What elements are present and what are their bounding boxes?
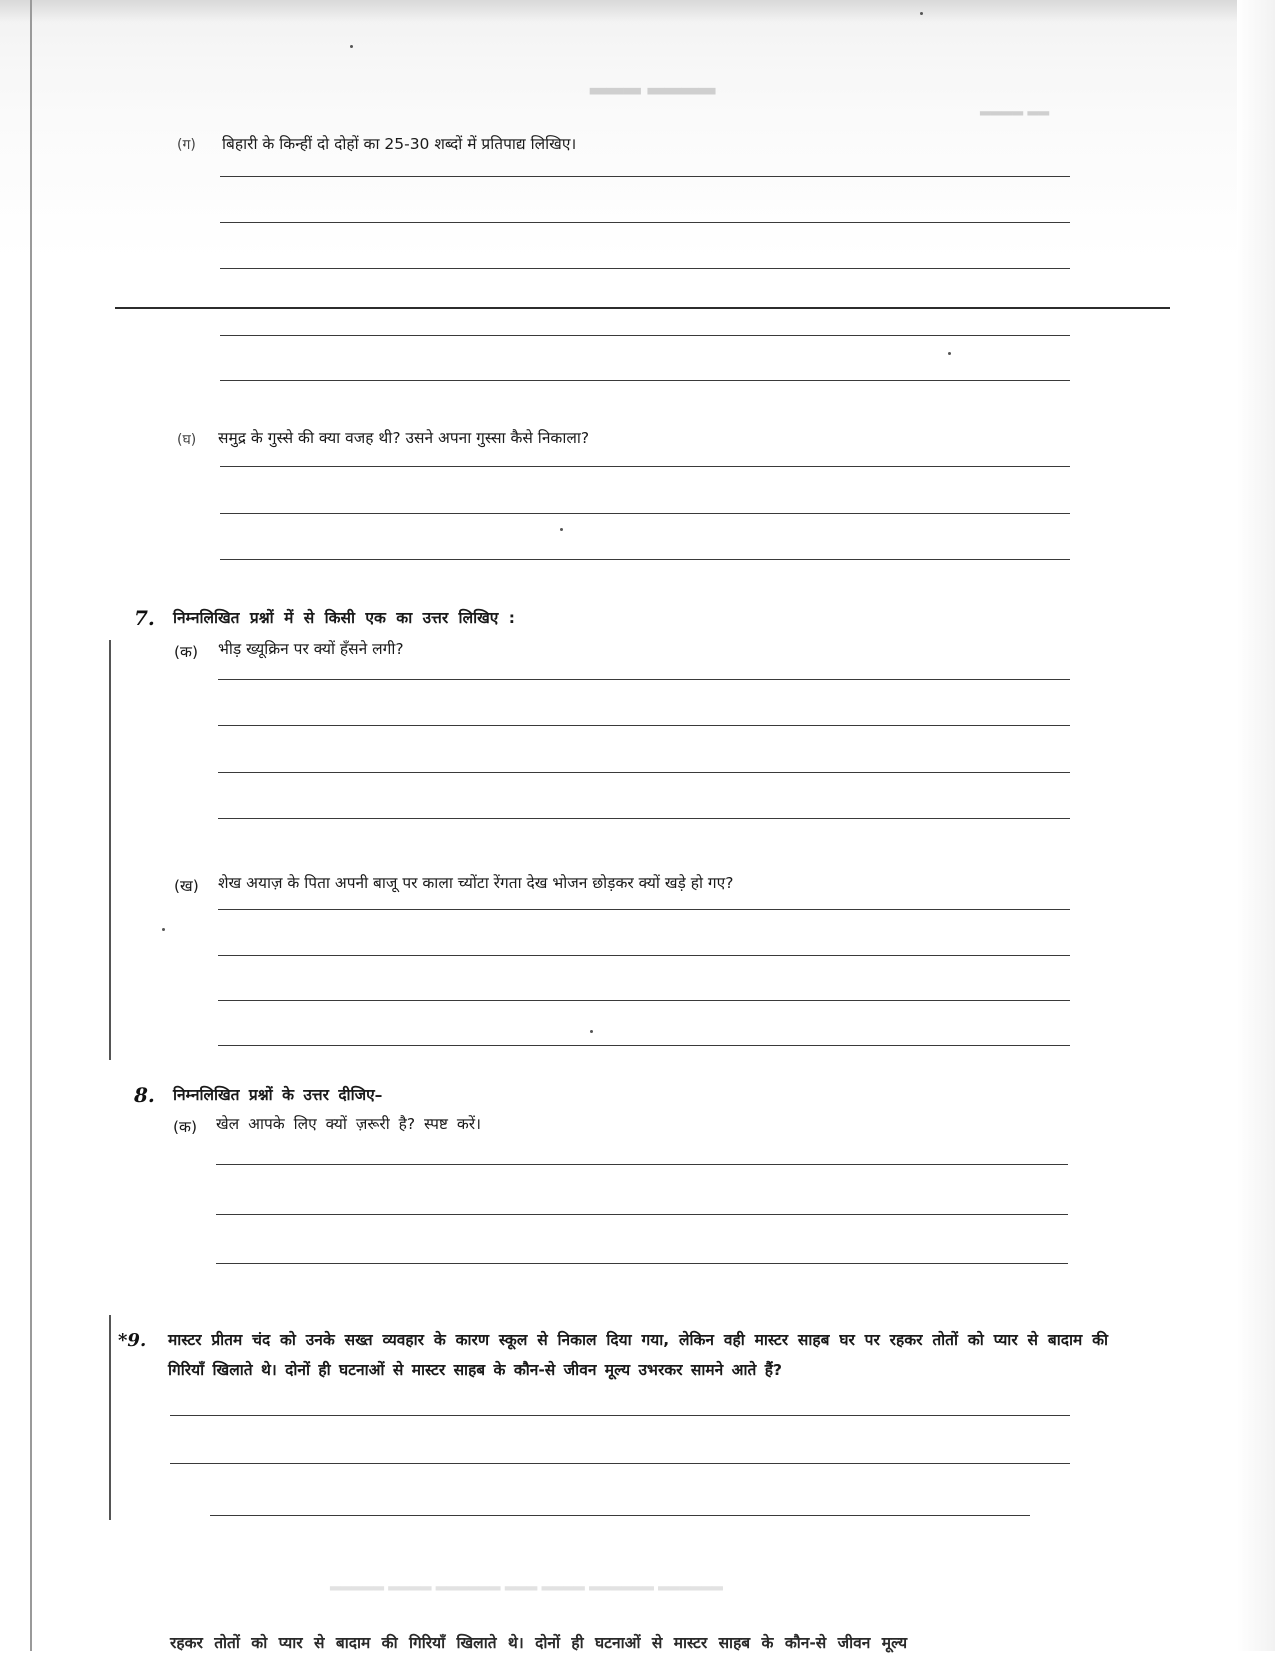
q7-ka-question: भीड़ ख्यूक्रिन पर क्यों हँसने लगी? bbox=[218, 640, 404, 658]
answer-line[interactable] bbox=[218, 679, 1070, 680]
left-margin-bar bbox=[109, 1315, 111, 1520]
answer-line[interactable] bbox=[218, 772, 1070, 773]
scan-speck bbox=[350, 45, 353, 48]
answer-line[interactable] bbox=[218, 909, 1070, 910]
q7-ka-marker: (क) bbox=[174, 643, 198, 661]
q6-gha-marker: (घ) bbox=[177, 432, 197, 448]
q7-number: 7. bbox=[134, 606, 155, 630]
answer-line[interactable] bbox=[218, 818, 1070, 819]
answer-line[interactable] bbox=[220, 380, 1070, 381]
q8-number: 8. bbox=[134, 1083, 155, 1107]
answer-line[interactable] bbox=[220, 176, 1070, 177]
scan-left-edge bbox=[30, 0, 32, 1651]
q7-kha-marker: (ख) bbox=[174, 877, 199, 895]
scan-speck bbox=[590, 1030, 593, 1033]
answer-line[interactable] bbox=[210, 1515, 1030, 1516]
answer-line[interactable] bbox=[220, 222, 1070, 223]
answer-line[interactable] bbox=[220, 513, 1070, 514]
answer-line[interactable] bbox=[218, 725, 1070, 726]
left-margin-bar bbox=[109, 640, 111, 1060]
q6-gha-question: समुद्र के गुस्से की क्या वजह थी? उसने अपना गुस्सा कैसे निकाला? bbox=[218, 429, 590, 447]
answer-line[interactable] bbox=[220, 466, 1070, 467]
scan-speck bbox=[162, 928, 165, 931]
scan-right-edge bbox=[1237, 0, 1275, 1651]
answer-line[interactable] bbox=[216, 1263, 1068, 1264]
q9-question: मास्टर प्रीतम चंद को उनके सख्त व्यवहार के कारण स्कूल से निकाल दिया गया, लेकिन वही मास्टर साहब घर पर रहकर तोतों को प्यार से बादाम की गिरियाँ खिलाते थे। दोनों ही घटनाओं से मास्टर साहब के कौन-से जीवन मूल्य उभरकर सामने आते हैं? bbox=[168, 1331, 1108, 1379]
scan-speck bbox=[920, 12, 923, 15]
answer-line[interactable] bbox=[216, 1164, 1068, 1165]
q6-ga-question: बिहारी के किन्हीं दो दोहों का 25-30 शब्दों में प्रतिपाद्य लिखिए। bbox=[222, 135, 577, 153]
q8-heading: निम्नलिखित प्रश्नों के उत्तर दीजिए– bbox=[173, 1086, 383, 1104]
answer-line[interactable] bbox=[216, 1214, 1068, 1215]
q6-ga-marker: (ग) bbox=[177, 137, 196, 153]
answer-line[interactable] bbox=[218, 1045, 1070, 1046]
scan-speck bbox=[948, 352, 951, 355]
answer-line[interactable] bbox=[220, 559, 1070, 560]
q8-ka-marker: (क) bbox=[173, 1118, 197, 1136]
q8-ka-question: खेल आपके लिए क्यों ज़रूरी है? स्पष्ट करें। bbox=[216, 1115, 481, 1133]
answer-line[interactable] bbox=[220, 335, 1070, 336]
answer-line[interactable] bbox=[218, 955, 1070, 956]
fold-crease-line bbox=[115, 307, 1170, 309]
bleed-through-text: ▂▂▂ ▂▂▂▂ bbox=[590, 70, 716, 95]
scan-top-shadow bbox=[0, 0, 1275, 22]
q7-heading: निम्नलिखित प्रश्नों में से किसी एक का उत्तर लिखिए : bbox=[173, 609, 515, 627]
answer-line[interactable] bbox=[218, 1000, 1070, 1001]
scan-speck bbox=[560, 528, 563, 531]
q7-kha-question: शेख अयाज़ के पिता अपनी बाजू पर काला च्योंटा रेंगता देख भोजन छोड़कर क्यों खड़े हो गए? bbox=[218, 874, 734, 892]
bleed-through-text: ▂▂▂▂▂ ▂▂▂▂ ▂▂▂▂▂▂ ▂▂▂ ▂▂▂▂ ▂▂▂▂▂▂ ▂▂▂▂▂▂ bbox=[330, 1575, 723, 1591]
answer-line[interactable] bbox=[170, 1463, 1070, 1464]
q9-number: *9. bbox=[118, 1330, 147, 1351]
answer-line[interactable] bbox=[170, 1415, 1070, 1416]
bleed-through-text: ▂▂▂▂ ▂▂ bbox=[980, 100, 1050, 116]
bottom-repeated-text: रहकर तोतों को प्यार से बादाम की गिरियाँ खिलाते थे। दोनों ही घटनाओं से मास्टर साहब के कौन-से जीवन मूल्य bbox=[170, 1634, 908, 1652]
answer-line[interactable] bbox=[220, 268, 1070, 269]
